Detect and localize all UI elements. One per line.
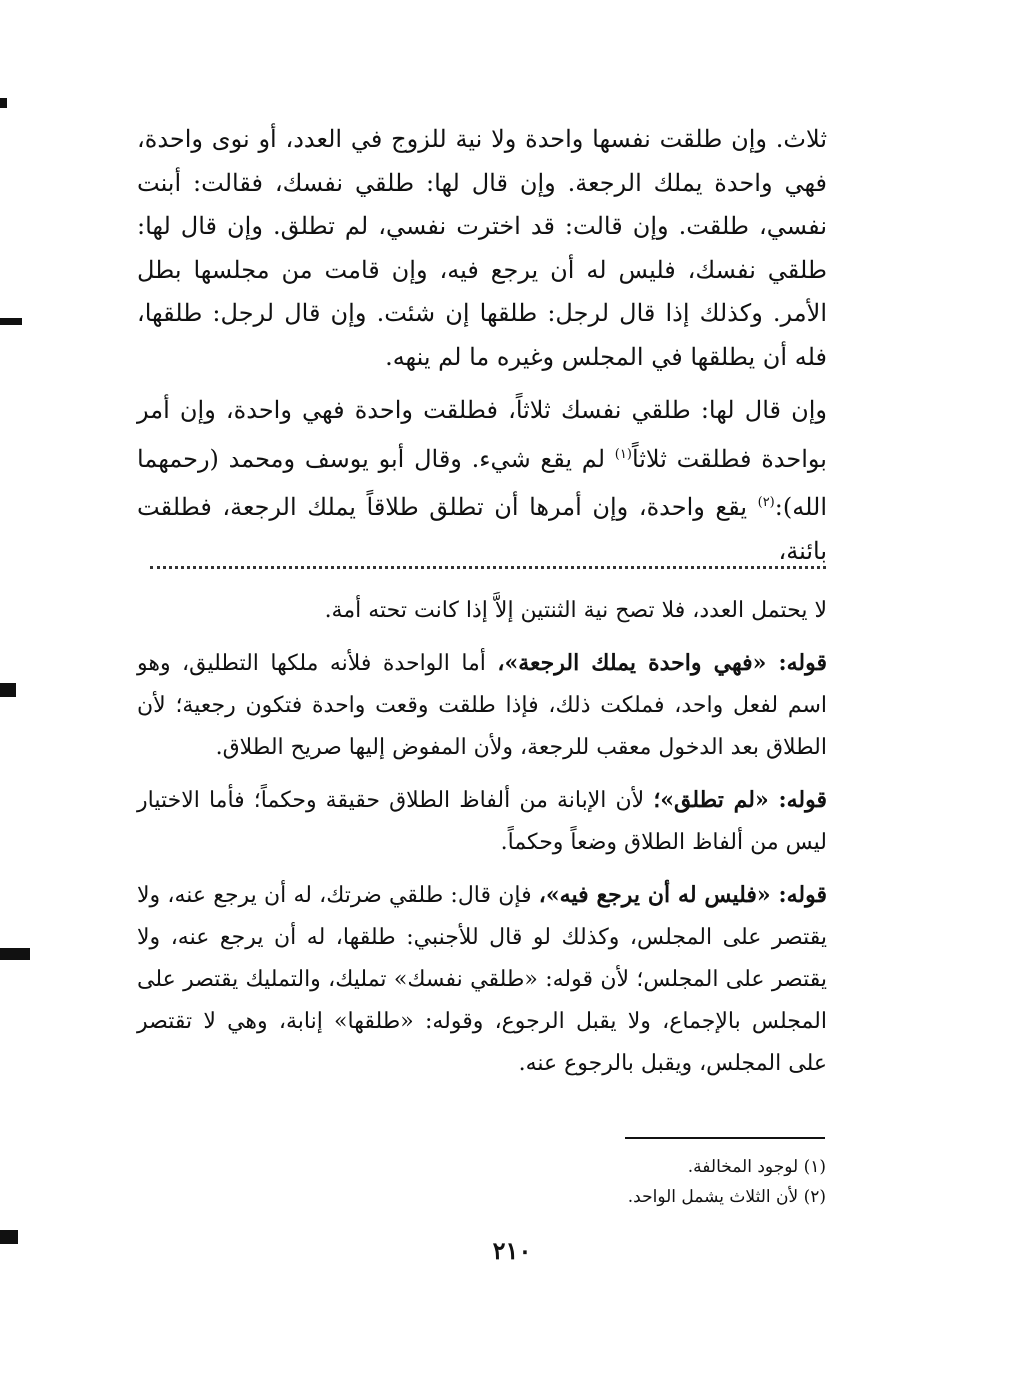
commentary-text: لأن الإبانة من ألفاظ الطلاق حقيقة وحكماً؛ فأما الاختيار ليس من ألفاظ الطلاق وضعاً وحكماً.	[137, 788, 827, 855]
scan-mark	[0, 98, 7, 108]
scan-mark	[0, 1230, 18, 1244]
commentary-text: أما الواحدة فلأنه ملكها التطليق، وهو اسم لفعل واحد، فملكت ذلك، فإذا طلقت وقعت واحدة فتكون رجعية؛ لأن الطلاق بعد الدخول معقب للرجعة، ولأن المفوض إليها صريح الطلاق.	[137, 651, 828, 760]
text-span: يقع واحدة، وإن أمرها أن تطلق طلاقاً يملك الرجعة، فطلقت بائنة،	[137, 493, 827, 565]
commentary-keyword: قوله: «فهي واحدة يملك الرجعة»،	[497, 650, 827, 676]
commentary-keyword: قوله: «لم تطلق»؛	[653, 787, 827, 813]
main-paragraph: ثلاث. وإن طلقت نفسها واحدة ولا نية للزوج في العدد، أو نوى واحدة، فهي واحدة يملك الرجعة. وإن قال لها: طلقي نفسك، فقالت: أبنت نفسي، طلقت. وإن قالت: قد اخترت نفسي، لم تطلق. وإن قال لها: طلقي نفسك، فليس له أن يرجع فيه، وإن قامت من مجلسها بطل الأمر. وكذلك إذا قال لرجل: طلقها إن شئت. وإن قال لرجل: طلقها، فله أن يطلقها في المجلس وغيره ما لم ينهه.	[137, 125, 827, 371]
main-text	[137, 118, 827, 573]
dotted-separator	[150, 566, 826, 569]
footnote-ref: (٢)	[757, 495, 775, 510]
footnote-rule	[625, 1137, 825, 1139]
footnote: (١) لوجود المخالفة.	[687, 1157, 826, 1177]
commentary	[137, 590, 827, 1085]
main-paragraph	[137, 389, 827, 573]
commentary-text: فإن قال: طلقي ضرتك، له أن يرجع عنه، ولا يقتصر على المجلس، وكذلك لو قال للأجنبي: طلقها، له أن يرجع عنه، ولا يقتصر على المجلس؛ لأن قوله: «طلقي نفسك» تمليك، والتمليك يقتصر على المجلس بالإجماع، ولا يقبل الرجوع، وقوله: «طلقها» إنابة، وهي لا تقتصر على المجلس، ويقبل بالرجوع عنه.	[137, 883, 827, 1076]
text-span: وإن قال لها: طلقي نفسك ثلاثاً، فطلقت واحدة فهي واحدة، وإن أمر بواحدة فطلقت ثلاثاً	[137, 396, 827, 473]
scan-mark	[0, 948, 30, 960]
page-number: ٢١٠	[492, 1236, 532, 1265]
footnote: (٢) لأن الثلاث يشمل الواحد.	[627, 1187, 826, 1207]
commentary-keyword: قوله: «فليس له أن يرجع فيه»،	[538, 882, 827, 908]
commentary-intro: لا يحتمل العدد، فلا تصح نية الثنتين إلاَّ إذا كانت تحته أمة.	[324, 598, 827, 623]
scan-mark	[0, 318, 22, 325]
footnotes	[420, 1152, 826, 1212]
commentary-item	[137, 642, 827, 769]
text-span: لم يقع شيء. وقال أبو يوسف ومحمد (رحمهما الله):	[137, 444, 827, 521]
commentary-item	[137, 779, 827, 864]
commentary-item	[137, 874, 827, 1085]
footnote-ref: (١)	[614, 446, 632, 462]
scan-mark	[0, 683, 16, 697]
